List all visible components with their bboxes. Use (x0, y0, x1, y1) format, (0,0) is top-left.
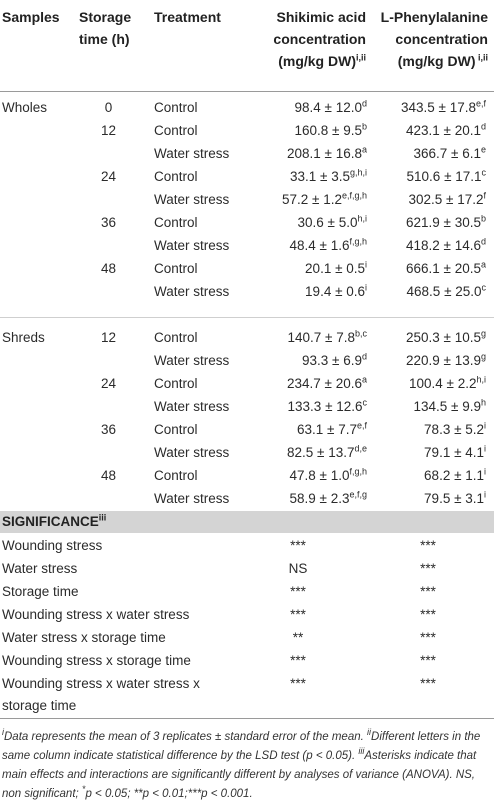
shreds-divider (0, 317, 494, 318)
phenylalanine-cell: $68.2 \pm 1.1^i$ (424, 466, 486, 483)
table-row (0, 165, 494, 189)
phenylalanine-cell: $78.3 \pm 5.2^i$ (424, 420, 486, 437)
table-row (0, 257, 494, 281)
phenylalanine-cell: 366.7 ± 6.1$^e$ (413, 144, 486, 161)
header-storage-line2: time (h) (79, 31, 130, 47)
significance-label: Water stress (2, 561, 78, 576)
significance-band (0, 511, 494, 533)
storage-time-cell: 24 (100, 169, 117, 184)
shikimic-cell: 208.1 ± 16.8$^a$ (287, 144, 367, 161)
table-row (0, 326, 494, 350)
table-row (0, 441, 494, 465)
storage-time-cell: 48 (100, 261, 117, 276)
table-row (0, 188, 494, 212)
table-row (0, 395, 494, 419)
significance-shikimic: ** (292, 630, 304, 645)
shikimic-cell: 160.8 ± 9.5$^b$ (294, 121, 367, 138)
treatment-cell: Water stress (154, 238, 230, 253)
treatment-cell: Control (154, 215, 198, 230)
significance-phenylalanine: *** (420, 561, 436, 576)
header-shikimic-line2: concentration (273, 31, 366, 47)
significance-shikimic: *** (290, 653, 306, 668)
shikimic-cell: $30.6 \pm 5.0^{h,i}$ (297, 213, 367, 230)
shikimic-cell: 93.3 ± 6.9$^d$ (302, 351, 367, 368)
shikimic-cell: $19.4 \pm 0.6^i$ (305, 282, 367, 299)
treatment-cell: Water stress (154, 491, 230, 506)
header-phenylalanine (370, 6, 488, 72)
phenylalanine-cell: $79.1 \pm 4.1^i$ (424, 443, 486, 460)
phenylalanine-cell: 302.5 ± 17.2$^f$ (408, 190, 486, 207)
footer-divider (0, 718, 494, 719)
significance-phenylalanine: *** (420, 630, 436, 645)
treatment-cell: Water stress (154, 192, 230, 207)
table-header (0, 0, 494, 93)
treatment-cell: Water stress (154, 399, 230, 414)
phenylalanine-cell: $79.5 \pm 3.1^i$ (424, 489, 486, 506)
table-row (0, 372, 494, 396)
table-row (0, 464, 494, 488)
header-divider (0, 91, 494, 92)
treatment-cell: Control (154, 261, 198, 276)
header-phe-line1: L-Phenylalanine (380, 9, 488, 25)
table-row (0, 487, 494, 511)
significance-label: Wounding stress (2, 538, 103, 553)
shikimic-cell: $20.1 \pm 0.5^i$ (305, 259, 367, 276)
phenylalanine-cell: $343.5 \pm 17.8^{e,f}$ (401, 98, 486, 115)
shikimic-cell: $33.1 \pm 3.5^{g,h,i}$ (290, 167, 367, 184)
footnote: $^i$Data represents the mean of 3 replicates ± standard error of the mean. $^{ii}$Different letters in the same column indicate statistical difference by the LSD test (p < 0.05). $^{iii}$Asterisks indicate that main effects and interactions are significantly different by analyses of variance (ANOVA). NS, non significant; *p < 0.05; **p < 0.01;***p < 0.001. (2, 727, 481, 800)
table-row (0, 119, 494, 143)
table-row (0, 96, 494, 120)
table-row (0, 418, 494, 442)
significance-shikimic: *** (290, 538, 306, 553)
treatment-cell: Water stress (154, 284, 230, 299)
header-shikimic (254, 6, 366, 72)
header-shikimic-line1: Shikimic acid (276, 9, 366, 25)
significance-label: Storage time (2, 584, 79, 599)
significance-phenylalanine: *** (420, 538, 436, 553)
treatment-cell: Water stress (154, 353, 230, 368)
shikimic-cell: 133.3 ± 12.6$^c$ (287, 397, 367, 414)
phenylalanine-cell: 510.6 ± 17.1$^c$ (406, 167, 486, 184)
significance-label: Wounding stress x water stress x storage time (2, 676, 200, 713)
table-row (0, 349, 494, 373)
significance-shikimic: *** (290, 676, 306, 691)
phenylalanine-cell: 468.5 ± 25.0$^c$ (406, 282, 486, 299)
header-storage-line1: Storage (79, 9, 132, 25)
treatment-cell: Water stress (154, 445, 230, 460)
shikimic-cell: $57.2 \pm 1.2^{e,f,g,h}$ (282, 190, 367, 207)
sample-cell: Shreds (2, 330, 45, 345)
treatment-cell: Control (154, 422, 198, 437)
significance-phenylalanine: *** (420, 676, 436, 691)
shikimic-cell: $48.4 \pm 1.6^{f,g,h}$ (289, 236, 367, 253)
shikimic-cell: $47.8 \pm 1.0^{f,g,h}$ (289, 466, 367, 483)
storage-time-cell: 0 (104, 100, 113, 115)
phenylalanine-cell: 666.1 ± 20.5$^a$ (406, 259, 486, 276)
storage-time-cell: 12 (100, 123, 117, 138)
significance-title: SIGNIFICANCE$^{iii}$ (2, 512, 107, 529)
treatment-cell: Control (154, 468, 198, 483)
table-row (0, 211, 494, 235)
sample-cell: Wholes (2, 100, 48, 115)
table-row (0, 234, 494, 258)
header-samples: Samples (2, 9, 60, 25)
shikimic-cell: $82.5 \pm 13.7^{d,e}$ (287, 443, 367, 460)
significance-shikimic: *** (290, 607, 306, 622)
shikimic-cell: $63.1 \pm 7.7^{e,f}$ (297, 420, 367, 437)
treatment-cell: Control (154, 100, 198, 115)
shikimic-cell: $140.7 \pm 7.8^{b,c}$ (287, 328, 367, 345)
treatment-cell: Water stress (154, 146, 230, 161)
treatment-cell: Control (154, 123, 198, 138)
phenylalanine-cell: $100.4 \pm 2.2^{h,i}$ (409, 374, 486, 391)
treatment-cell: Control (154, 376, 198, 391)
significance-label: Water stress x storage time (2, 630, 166, 645)
treatment-cell: Control (154, 330, 198, 345)
significance-shikimic: *** (290, 584, 306, 599)
shikimic-cell: 98.4 ± 12.0$^d$ (294, 98, 367, 115)
storage-time-cell: 36 (100, 422, 117, 437)
significance-shikimic: NS (288, 561, 308, 576)
storage-time-cell: 36 (100, 215, 117, 230)
table-row (0, 142, 494, 166)
phenylalanine-cell: 134.5 ± 9.9$^h$ (413, 397, 486, 414)
storage-time-cell: 12 (100, 330, 117, 345)
phenylalanine-cell: 621.9 ± 30.5$^b$ (406, 213, 486, 230)
header-treatment: Treatment (154, 9, 221, 25)
header-phe-line2: concentration (395, 31, 488, 47)
phenylalanine-cell: 220.9 ± 13.9$^g$ (406, 351, 486, 368)
significance-phenylalanine: *** (420, 607, 436, 622)
significance-phenylalanine: *** (420, 584, 436, 599)
phenylalanine-cell: 250.3 ± 10.5$^g$ (406, 328, 486, 345)
header-storage-time (79, 6, 131, 50)
phenylalanine-cell: 418.2 ± 14.6$^d$ (406, 236, 486, 253)
storage-time-cell: 24 (100, 376, 117, 391)
header-shikimic-line3: (mg/kg DW)$^{i,ii}$ (278, 52, 366, 69)
significance-label: Wounding stress x storage time (2, 653, 191, 668)
treatment-cell: Control (154, 169, 198, 184)
phenylalanine-cell: 423.1 ± 20.1$^d$ (406, 121, 486, 138)
storage-time-cell: 48 (100, 468, 117, 483)
shikimic-cell: $58.9 \pm 2.3^{e,f,g}$ (289, 489, 367, 506)
shikimic-cell: 234.7 ± 20.6$^a$ (287, 374, 367, 391)
table-row (0, 280, 494, 304)
significance-phenylalanine: *** (420, 653, 436, 668)
significance-label: Wounding stress x water stress (2, 607, 190, 622)
header-phe-line3: (mg/kg DW) $^{i,ii}$ (397, 52, 488, 69)
